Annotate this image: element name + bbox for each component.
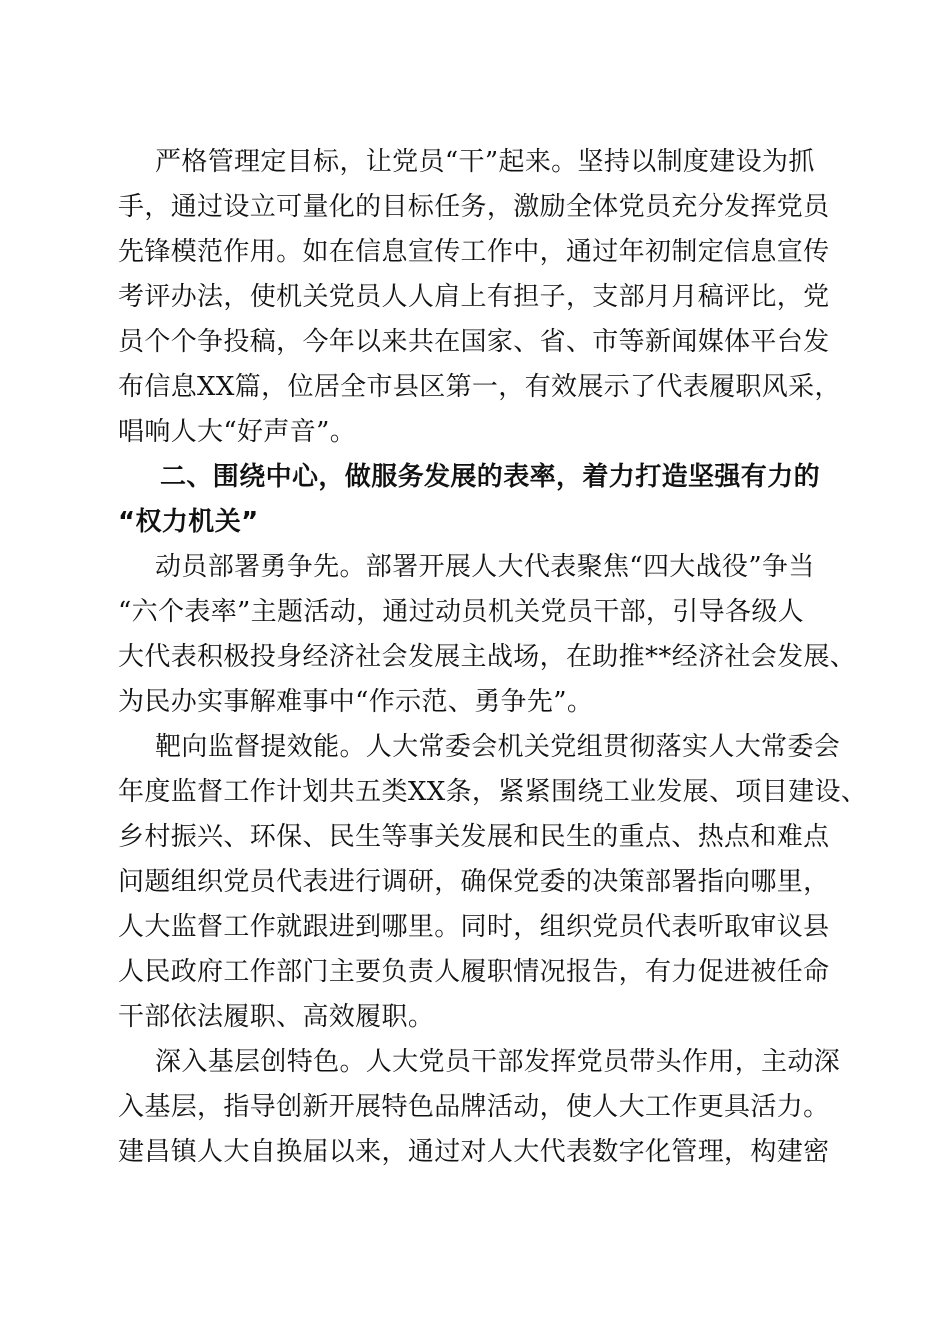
paragraph-3-line-6: 人民政府工作部门主要负责人履职情况报告，有力促进被任命: [118, 957, 830, 987]
paragraph-1-line-1: 严格管理定目标，让党员“干”起来。坚持以制度建设为抓: [155, 147, 815, 177]
paragraph-3-line-4: 问题组织党员代表进行调研，确保党委的决策部署指向哪里，: [118, 867, 830, 897]
paragraph-3-line-2: 年度监督工作计划共五类XX条，紧紧围绕工业发展、项目建设、: [118, 777, 868, 807]
paragraph-1-line-7: 唱响人大“好声音”。: [118, 417, 357, 447]
paragraph-4-line-1: 深入基层创特色。人大党员干部发挥党员带头作用，主动深: [155, 1047, 841, 1077]
paragraph-3-line-1: 靶向监督提效能。人大常委会机关党组贯彻落实人大常委会: [155, 732, 841, 762]
paragraph-1-line-2: 手，通过设立可量化的目标任务，激励全体党员充分发挥党员: [118, 192, 830, 222]
paragraph-1-line-3: 先锋模范作用。如在信息宣传工作中，通过年初制定信息宣传: [118, 237, 830, 267]
paragraph-2-line-3: 大代表积极投身经济社会发展主战场，在助推**经济社会发展、: [118, 642, 857, 672]
paragraph-2-line-2: “六个表率”主题活动，通过动员机关党员干部，引导各级人: [118, 597, 805, 627]
paragraph-3-line-3: 乡村振兴、环保、民生等事关发展和民生的重点、热点和难点: [118, 822, 830, 852]
paragraph-3-line-7: 干部依法履职、高效履职。: [118, 1002, 435, 1032]
section-heading-line-2: “权力机关”: [118, 507, 259, 537]
paragraph-1-line-5: 员个个争投稿，今年以来共在国家、省、市等新闻媒体平台发: [118, 327, 830, 357]
paragraph-4-line-3: 建昌镇人大自换届以来，通过对人大代表数字化管理，构建密: [118, 1137, 830, 1167]
paragraph-1-line-6: 布信息XX篇，位居全市县区第一，有效展示了代表履职风采，: [118, 372, 841, 402]
section-heading-line-1: 二、围绕中心，做服务发展的表率，着力打造坚强有力的: [160, 462, 821, 492]
paragraph-2-line-1: 动员部署勇争先。部署开展人大代表聚焦“四大战役”争当: [155, 552, 815, 582]
paragraph-2-line-4: 为民办实事解难事中“作示范、勇争先”。: [118, 687, 594, 717]
paragraph-4-line-2: 入基层，指导创新开展特色品牌活动，使人大工作更具活力。: [118, 1092, 830, 1122]
paragraph-1-line-4: 考评办法，使机关党员人人肩上有担子，支部月月稿评比，党: [118, 282, 830, 312]
paragraph-3-line-5: 人大监督工作就跟进到哪里。同时，组织党员代表听取审议县: [118, 912, 830, 942]
